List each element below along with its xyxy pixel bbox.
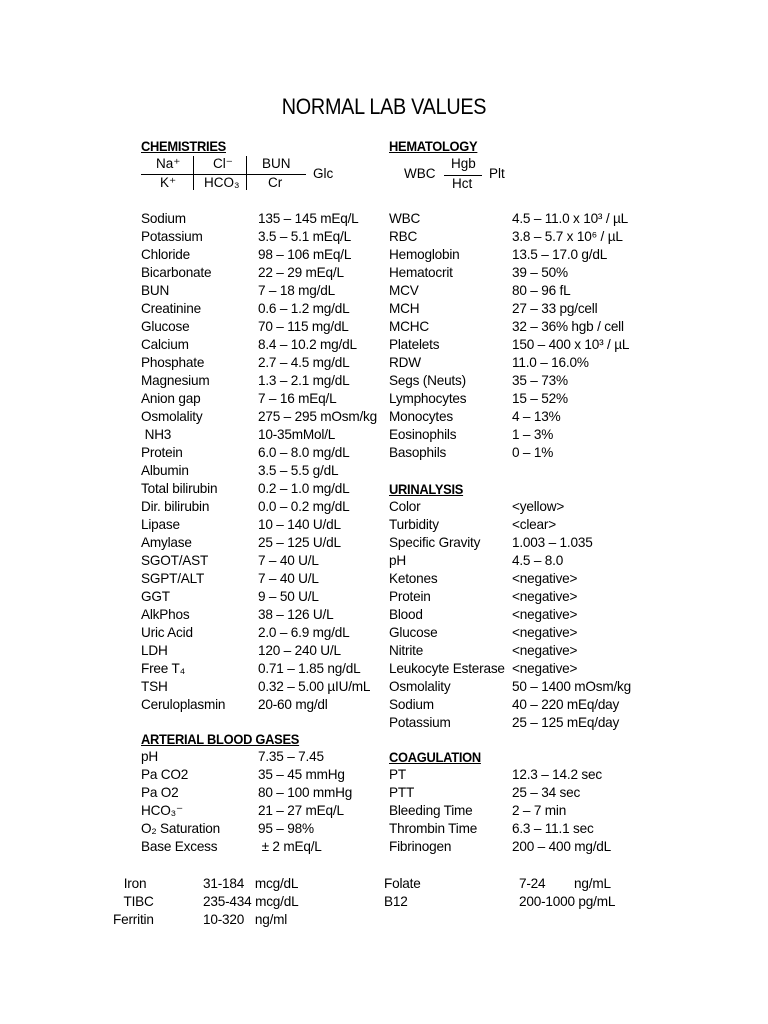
lab-name: Eosinophils — [389, 427, 457, 442]
lab-value: <yellow> — [512, 499, 565, 514]
lab-value: 7 – 18 mg/dL — [258, 283, 335, 298]
lab-name: Osmolality — [141, 409, 203, 424]
lab-name: Fibrinogen — [389, 839, 452, 854]
lab-value: 21 – 27 mEq/L — [258, 803, 344, 818]
lab-row — [389, 516, 649, 534]
lab-row — [141, 354, 381, 372]
lab-row — [384, 875, 644, 893]
lab-name: Glucose — [389, 625, 438, 640]
lab-value: 7 – 16 mEq/L — [258, 391, 337, 406]
lab-value: 12.3 – 14.2 sec — [512, 767, 602, 782]
lab-row — [389, 336, 649, 354]
lab-row — [389, 372, 649, 390]
lab-name: Protein — [141, 445, 183, 460]
lab-row — [141, 642, 381, 660]
iron-panel-list — [113, 875, 343, 929]
lab-row — [141, 766, 381, 784]
lab-row — [389, 588, 649, 606]
fishbone-cr: Cr — [268, 175, 283, 190]
lab-value: 150 – 400 x 10³ / µL — [512, 337, 630, 352]
lab-name: Hemoglobin — [389, 247, 460, 262]
lab-value: 25 – 125 mEq/day — [512, 715, 620, 730]
lab-row — [141, 516, 381, 534]
lab-value: 22 – 29 mEq/L — [258, 265, 344, 280]
lab-value: 0.2 – 1.0 mg/dL — [258, 481, 350, 496]
lab-row — [389, 246, 649, 264]
lab-name: O₂ Saturation — [141, 821, 220, 836]
lab-name: pH — [141, 749, 158, 764]
lab-row — [389, 390, 649, 408]
lab-row — [389, 570, 649, 588]
lab-row — [141, 678, 381, 696]
lab-row — [141, 318, 381, 336]
lab-row — [389, 820, 649, 838]
lab-value: 39 – 50% — [512, 265, 568, 280]
lab-row — [389, 498, 649, 516]
hematology-heading: HEMATOLOGY — [389, 138, 478, 154]
lab-name: Albumin — [141, 463, 189, 478]
lab-name: MCH — [389, 301, 420, 316]
fishbone-hct: Hct — [452, 176, 473, 191]
lab-row — [141, 462, 381, 480]
lab-row — [389, 766, 649, 784]
lab-value: 200 – 400 mg/dL — [512, 839, 612, 854]
lab-row — [389, 838, 649, 856]
fishbone-plt: Plt — [489, 166, 505, 181]
lab-name: TIBC — [113, 894, 154, 909]
lab-name: WBC — [389, 211, 421, 226]
lab-name: Iron — [113, 876, 147, 891]
lab-name: SGPT/ALT — [141, 571, 205, 586]
lab-row — [389, 714, 649, 732]
lab-name: Ferritin — [113, 912, 154, 927]
urinalysis-list — [389, 498, 649, 732]
lab-value: 27 – 33 pg/cell — [512, 301, 598, 316]
lab-row — [389, 624, 649, 642]
lab-value: 3.5 – 5.5 g/dL — [258, 463, 339, 478]
lab-row — [141, 784, 381, 802]
lab-row — [389, 318, 649, 336]
lab-row — [389, 678, 649, 696]
lab-name: PTT — [389, 785, 415, 800]
fishbone-cl: Cl⁻ — [213, 156, 233, 171]
lab-row — [389, 444, 649, 462]
lab-value: 95 – 98% — [258, 821, 314, 836]
lab-value: 6.3 – 11.1 sec — [512, 821, 594, 836]
fishbone-wbc: WBC — [404, 166, 436, 181]
lab-row — [384, 893, 644, 911]
lab-value: 35 – 45 mmHg — [258, 767, 345, 782]
lab-value: 9 – 50 U/L — [258, 589, 319, 604]
fishbone-na: Na⁺ — [156, 156, 181, 171]
lab-value: 31-184 mcg/dL — [203, 876, 299, 891]
lab-row — [141, 534, 381, 552]
coagulation-heading: COAGULATION — [389, 749, 481, 765]
page-title: NORMAL LAB VALUES — [281, 94, 487, 119]
lab-value: 10 – 140 U/dL — [258, 517, 341, 532]
lab-name: RDW — [389, 355, 421, 370]
lab-row — [141, 300, 381, 318]
lab-value: 135 – 145 mEq/L — [258, 211, 359, 226]
lab-name: Specific Gravity — [389, 535, 481, 550]
lab-value: 11.0 – 16.0% — [512, 355, 589, 370]
lab-row — [141, 372, 381, 390]
lab-name: Lymphocytes — [389, 391, 467, 406]
lab-name: Protein — [389, 589, 431, 604]
lab-name: BUN — [141, 283, 170, 298]
lab-value: 2 – 7 min — [512, 803, 567, 818]
lab-value: 1.003 – 1.035 — [512, 535, 593, 550]
fishbone-hline — [141, 174, 306, 175]
lab-name: Monocytes — [389, 409, 453, 424]
fishbone-glc: Glc — [313, 166, 334, 181]
lab-row — [141, 802, 381, 820]
lab-row — [141, 748, 381, 766]
lab-row — [389, 426, 649, 444]
lab-name: SGOT/AST — [141, 553, 209, 568]
lab-name: TSH — [141, 679, 168, 694]
lab-value: 32 – 36% hgb / cell — [512, 319, 624, 334]
lab-row — [389, 696, 649, 714]
lab-row — [113, 911, 343, 929]
lab-name: Anion gap — [141, 391, 201, 406]
lab-name: pH — [389, 553, 406, 568]
lab-value: 200-1000 pg/mL — [519, 894, 616, 909]
lab-row — [141, 588, 381, 606]
lab-name: Amylase — [141, 535, 192, 550]
lab-row — [389, 354, 649, 372]
fishbone-hco3: HCO₃ — [204, 175, 240, 190]
lab-row — [389, 282, 649, 300]
lab-row — [141, 444, 381, 462]
lab-name: Creatinine — [141, 301, 201, 316]
coagulation-list — [389, 766, 649, 856]
lab-value: 80 – 96 fL — [512, 283, 571, 298]
lab-row — [141, 838, 381, 856]
lab-row — [389, 552, 649, 570]
lab-value: 3.5 – 5.1 mEq/L — [258, 229, 351, 244]
lab-row — [141, 246, 381, 264]
lab-row — [389, 228, 649, 246]
lab-row — [113, 893, 343, 911]
lab-name: Free T₄ — [141, 661, 185, 676]
lab-name: Magnesium — [141, 373, 210, 388]
lab-value: 50 – 1400 mOsm/kg — [512, 679, 632, 694]
lab-value: 3.8 – 5.7 x 10⁶ / µL — [512, 229, 623, 244]
chemistries-list — [141, 210, 381, 714]
fishbone-bun: BUN — [262, 156, 291, 171]
lab-row — [141, 408, 381, 426]
lab-row — [389, 784, 649, 802]
lab-value: <negative> — [512, 625, 578, 640]
lab-name: Turbidity — [389, 517, 439, 532]
lab-row — [141, 390, 381, 408]
fishbone-hgb: Hgb — [451, 156, 476, 171]
lab-name: Leukocyte Esterase — [389, 661, 505, 676]
lab-value: 38 – 126 U/L — [258, 607, 334, 622]
lab-row — [141, 606, 381, 624]
lab-row — [389, 606, 649, 624]
lab-name: Thrombin Time — [389, 821, 478, 836]
lab-name: Glucose — [141, 319, 190, 334]
lab-name: LDH — [141, 643, 168, 658]
lab-value: <negative> — [512, 589, 578, 604]
urinalysis-heading: URINALYSIS — [389, 481, 464, 497]
lab-row — [141, 660, 381, 678]
lab-value: 1.3 – 2.1 mg/dL — [258, 373, 350, 388]
lab-name: Hematocrit — [389, 265, 453, 280]
lab-name: Lipase — [141, 517, 180, 532]
lab-value: 8.4 – 10.2 mg/dL — [258, 337, 357, 352]
fishbone-k: K⁺ — [160, 175, 177, 190]
hematology-list — [389, 210, 649, 462]
lab-row — [141, 820, 381, 838]
lab-value: 6.0 – 8.0 mg/dL — [258, 445, 350, 460]
lab-name: Pa CO2 — [141, 767, 189, 782]
lab-value: <negative> — [512, 643, 578, 658]
lab-name: Folate — [384, 876, 421, 891]
lab-row — [389, 660, 649, 678]
lab-value: 10-320 ng/ml — [203, 912, 288, 927]
fishbone-heme-line — [444, 175, 482, 176]
fishbone-vline-2 — [246, 156, 247, 190]
lab-name: MCHC — [389, 319, 429, 334]
lab-name: Blood — [389, 607, 423, 622]
lab-row — [141, 696, 381, 714]
lab-value: 70 – 115 mg/dL — [258, 319, 349, 334]
lab-value: ± 2 mEq/L — [258, 839, 322, 854]
lab-value: 235-434 mcg/dL — [203, 894, 299, 909]
lab-row — [389, 408, 649, 426]
lab-value: 80 – 100 mmHg — [258, 785, 353, 800]
lab-value: 13.5 – 17.0 g/dL — [512, 247, 608, 262]
lab-value: <negative> — [512, 661, 578, 676]
lab-name: Dir. bilirubin — [141, 499, 210, 514]
lab-value: 4.5 – 11.0 x 10³ / µL — [512, 211, 628, 226]
lab-value: 35 – 73% — [512, 373, 568, 388]
lab-name: RBC — [389, 229, 418, 244]
lab-name: Segs (Neuts) — [389, 373, 466, 388]
lab-row — [141, 264, 381, 282]
lab-name: B12 — [384, 894, 408, 909]
lab-row — [389, 300, 649, 318]
lab-value: 25 – 34 sec — [512, 785, 581, 800]
lab-name: Base Excess — [141, 839, 218, 854]
lab-name: NH3 — [141, 427, 172, 442]
lab-value: 2.0 – 6.9 mg/dL — [258, 625, 350, 640]
lab-value: 20-60 mg/dl — [258, 697, 328, 712]
lab-value: <negative> — [512, 571, 578, 586]
lab-row — [141, 426, 381, 444]
lab-name: Color — [389, 499, 421, 514]
lab-row — [113, 875, 343, 893]
lab-name: Nitrite — [389, 643, 424, 658]
vitamins-list — [384, 875, 644, 911]
lab-value: 0 – 1% — [512, 445, 554, 460]
lab-value: 0.6 – 1.2 mg/dL — [258, 301, 350, 316]
lab-value: 0.32 – 5.00 µIU/mL — [258, 679, 371, 694]
lab-row — [141, 552, 381, 570]
lab-row — [141, 336, 381, 354]
lab-value: 7.35 – 7.45 — [258, 749, 324, 764]
lab-value: 4.5 – 8.0 — [512, 553, 564, 568]
lab-name: AlkPhos — [141, 607, 190, 622]
lab-row — [389, 264, 649, 282]
lab-value: 120 – 240 U/L — [258, 643, 341, 658]
abg-heading: ARTERIAL BLOOD GASES — [141, 731, 300, 747]
fishbone-vline-1 — [193, 156, 194, 190]
lab-name: Sodium — [141, 211, 186, 226]
lab-name: Chloride — [141, 247, 191, 262]
lab-row — [141, 480, 381, 498]
lab-value: 15 – 52% — [512, 391, 568, 406]
lab-row — [141, 228, 381, 246]
lab-value: 7 – 40 U/L — [258, 571, 319, 586]
lab-value: 98 – 106 mEq/L — [258, 247, 352, 262]
lab-name: Basophils — [389, 445, 447, 460]
lab-value: 1 – 3% — [512, 427, 554, 442]
lab-row — [141, 282, 381, 300]
lab-name: MCV — [389, 283, 419, 298]
lab-name: Ceruloplasmin — [141, 697, 226, 712]
lab-value: 0.0 – 0.2 mg/dL — [258, 499, 350, 514]
lab-name: Platelets — [389, 337, 440, 352]
lab-row — [141, 498, 381, 516]
lab-row — [141, 210, 381, 228]
lab-name: Sodium — [389, 697, 434, 712]
lab-value: 40 – 220 mEq/day — [512, 697, 620, 712]
lab-value: <clear> — [512, 517, 556, 532]
lab-value: 7-24 ng/mL — [519, 876, 611, 891]
lab-row — [389, 642, 649, 660]
lab-name: PT — [389, 767, 406, 782]
lab-name: Bicarbonate — [141, 265, 212, 280]
lab-value: 7 – 40 U/L — [258, 553, 319, 568]
lab-name: GGT — [141, 589, 170, 604]
lab-value: 4 – 13% — [512, 409, 561, 424]
lab-value: <negative> — [512, 607, 578, 622]
lab-row — [389, 802, 649, 820]
lab-name: Ketones — [389, 571, 438, 586]
lab-name: Calcium — [141, 337, 189, 352]
lab-value: 2.7 – 4.5 mg/dL — [258, 355, 350, 370]
lab-name: Phosphate — [141, 355, 205, 370]
lab-name: Total bilirubin — [141, 481, 218, 496]
lab-row — [141, 624, 381, 642]
lab-name: Osmolality — [389, 679, 451, 694]
lab-value: 25 – 125 U/dL — [258, 535, 341, 550]
lab-name: Uric Acid — [141, 625, 193, 640]
lab-name: Bleeding Time — [389, 803, 473, 818]
chemistries-heading: CHEMISTRIES — [141, 138, 226, 154]
lab-value: 0.71 – 1.85 ng/dL — [258, 661, 361, 676]
lab-name: HCO₃⁻ — [141, 803, 183, 818]
lab-name: Potassium — [141, 229, 203, 244]
lab-row — [389, 210, 649, 228]
lab-value: 10-35mMol/L — [258, 427, 336, 442]
lab-row — [141, 570, 381, 588]
lab-name: Pa O2 — [141, 785, 179, 800]
lab-row — [389, 534, 649, 552]
lab-name: Potassium — [389, 715, 451, 730]
lab-value: 275 – 295 mOsm/kg — [258, 409, 378, 424]
abg-list — [141, 748, 381, 856]
